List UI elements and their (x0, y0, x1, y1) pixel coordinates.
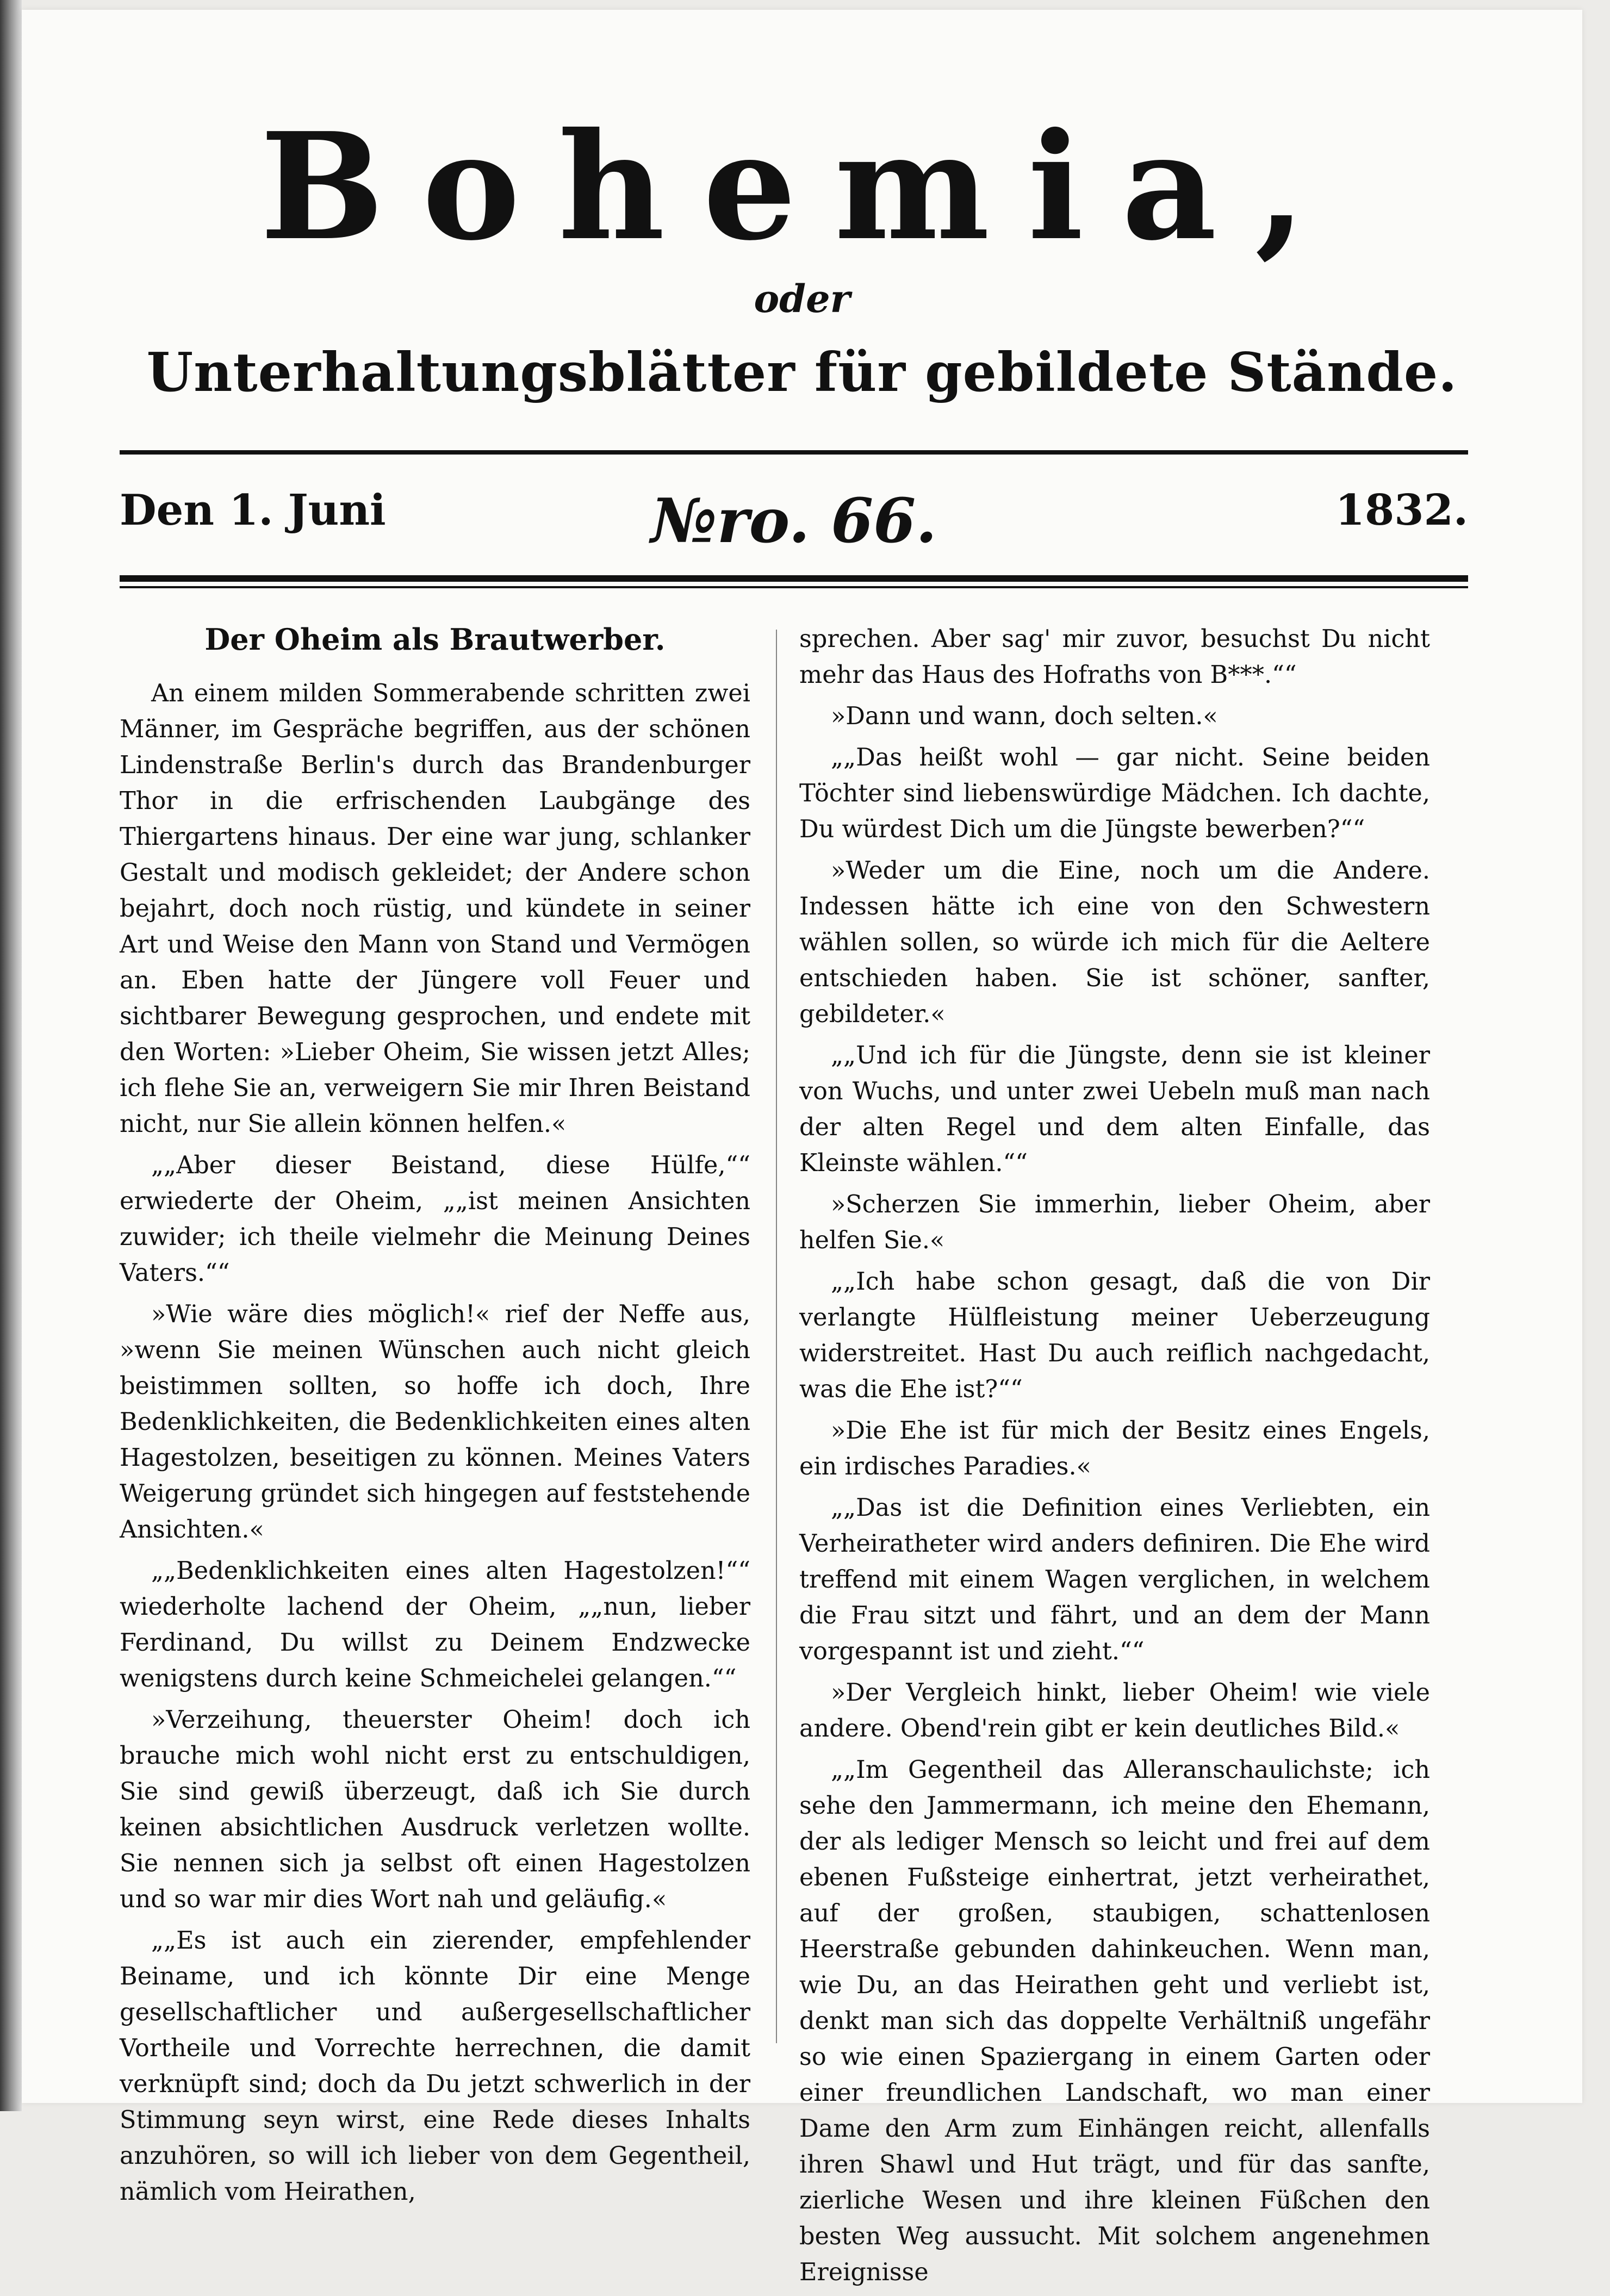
masthead-subtitle: Unterhaltungsblätter für gebildete Stände. (146, 341, 1458, 404)
paragraph: »Weder um die Eine, noch um die Andere. Indessen hätte ich eine von den Schwestern wählen sollen, so würde ich mich für die Aeltere entschieden haben. Sie ist schöner, sanfter, gebildeter.« (799, 857, 1430, 1028)
paragraph: „„Bedenklichkeiten eines alten Hagestolzen!““ wiederholte lachend der Oheim, „„nun, lieber Ferdinand, Du willst zu Deinem Endzwecke wenigstens durch keine Schmeichelei gelangen.““ (120, 1557, 750, 1693)
masthead-title: Bohemia, (260, 100, 1344, 273)
paragraph: An einem milden Sommerabende schritten zwei Männer, im Gespräche begriffen, aus der schönen Lindenstraße Berlin's durch das Brandenburger Thor in die erfrischenden Laubgänge des Thiergartens hinaus. Der eine war jung, schlanker Gestalt und modisch gekleidet; der Andere schon bejahrt, doch noch rüstig, und kündete in seiner Art und Weise den Mann von Stand und Vermögen an. Eben hatte der Jüngere voll Feuer und sichtbarer Bewegung gesprochen, und endete mit den Worten: »Lieber Oheim, Sie wissen jetzt Alles; ich flehe Sie an, verweigern Sie mir Ihren Beistand nicht, nur Sie allein können helfen.« (120, 680, 750, 1138)
paragraph: „„Das ist die Definition eines Verliebten, ein Verheiratheter wird anders definiren. Die Ehe wird treffend mit einem Wagen verglichen, in welchem die Frau sitzt und fährt, und an dem der Mann vorgespannt ist und zieht.““ (799, 1494, 1430, 1665)
header-rule-bottom-thick (120, 575, 1468, 582)
paragraph: »Wie wäre dies möglich!« rief der Neffe aus, »wenn Sie meinen Wünschen auch nicht gleich beistimmen sollten, so hoffe ich doch, Ihre Bedenklichkeiten, die Bedenklichkeiten eines alten Hagestolzen, beseitigen zu können. Meines Vaters Weigerung gründet sich hingegen auf feststehende Ansichten.« (120, 1301, 750, 1544)
issue-date: Den 1. Juni (120, 486, 386, 535)
paragraph: sprechen. Aber sag' mir zuvor, besuchst Du nicht mehr das Haus des Hofraths von B***.““ (799, 625, 1430, 689)
paragraph: »Scherzen Sie immerhin, lieber Oheim, aber helfen Sie.« (799, 1191, 1430, 1254)
newspaper-page (22, 10, 1582, 2286)
paragraph: „„Im Gegentheil das Alleranschaulichste; ich sehe den Jammermann, ich meine den Ehemann, der als lediger Mensch so leicht und frei auf dem ebenen Fußsteige einhertrat, jetzt verheirathet, auf der großen, staubigen, schattenlosen Heerstraße gebunden dahinkeuchen. Wenn man, wie Du, an das Heirathen geht und verliebt ist, denkt man sich das doppelte Verhältniß ungefähr so wie einen Spaziergang in einem Garten oder einer freundlichen Landschaft, wo man einer Dame den Arm zum Einhängen reicht, allenfalls ihren Shawl und Hut trägt, und für das sanfte, zierliche Wesen und ihre kleinen Füßchen den besten Weg aussucht. Mit solchem angenehmen Ereignisse (799, 1756, 1430, 2286)
paragraph: „„Ich habe schon gesagt, daß die von Dir verlangte Hülfleistung meiner Ueberzeugung widerstreitet. Hast Du auch reiflich nachgedacht, was die Ehe ist?““ (799, 1268, 1430, 1403)
paragraph: »Verzeihung, theuerster Oheim! doch ich brauche mich wohl nicht erst zu entschuldigen, Sie sind gewiß überzeugt, daß ich Sie durch keinen absichtlichen Ausdruck verletzen wollte. Sie nennen sich ja selbst oft einen Hagestolzen und so war mir dies Wort nah und geläufig.« (120, 1706, 750, 1913)
masthead-oder: oder (754, 276, 850, 321)
paragraph: „„Aber dieser Beistand, diese Hülfe,““ erwiederte der Oheim, „„ist meinen Ansichten zuwider; ich theile vielmehr die Meinung Deines Vaters.““ (120, 1152, 750, 1287)
paragraph: „„Und ich für die Jüngste, denn sie ist kleiner von Wuchs, und unter zwei Uebeln muß man nach der alten Regel und dem alten Einfalle, das Kleinste wählen.““ (799, 1042, 1430, 1177)
scan-edge-shadow (0, 0, 22, 2111)
article-column-left (120, 621, 750, 2216)
issue-number: №ro. 66. (650, 486, 937, 557)
dateline (120, 486, 1468, 556)
article-column-right (799, 621, 1430, 2296)
paragraph: »Die Ehe ist für mich der Besitz eines Engels, ein irdisches Paradies.« (799, 1417, 1430, 1480)
column-divider (776, 630, 777, 2043)
header-rule-bottom-thin (120, 586, 1468, 588)
issue-year: 1832. (1335, 486, 1468, 535)
header-rule-top (120, 450, 1468, 455)
paragraph: »Der Vergleich hinkt, lieber Oheim! wie viele andere. Obend'rein gibt er kein deutliches Bild.« (799, 1679, 1430, 1743)
paragraph: »Dann und wann, doch selten.« (831, 702, 1218, 730)
paragraph: „„Das heißt wohl — gar nicht. Seine beiden Töchter sind liebenswürdige Mädchen. Ich dachte, Du würdest Dich um die Jüngste bewerben?““ (799, 744, 1430, 843)
article-title: Der Oheim als Brautwerber. (204, 622, 666, 657)
paragraph: „„Es ist auch ein zierender, empfehlender Beiname, und ich könnte Dir eine Menge gesellschaftlicher und außergesellschaftlicher Vortheile und Vorrechte herrechnen, die damit verknüpft sind; doch da Du jetzt schwerlich in der Stimmung seyn wirst, eine Rede dieses Inhalts anzuhören, so will ich lieber von dem Gegentheil, nämlich vom Heirathen, (120, 1927, 750, 2206)
